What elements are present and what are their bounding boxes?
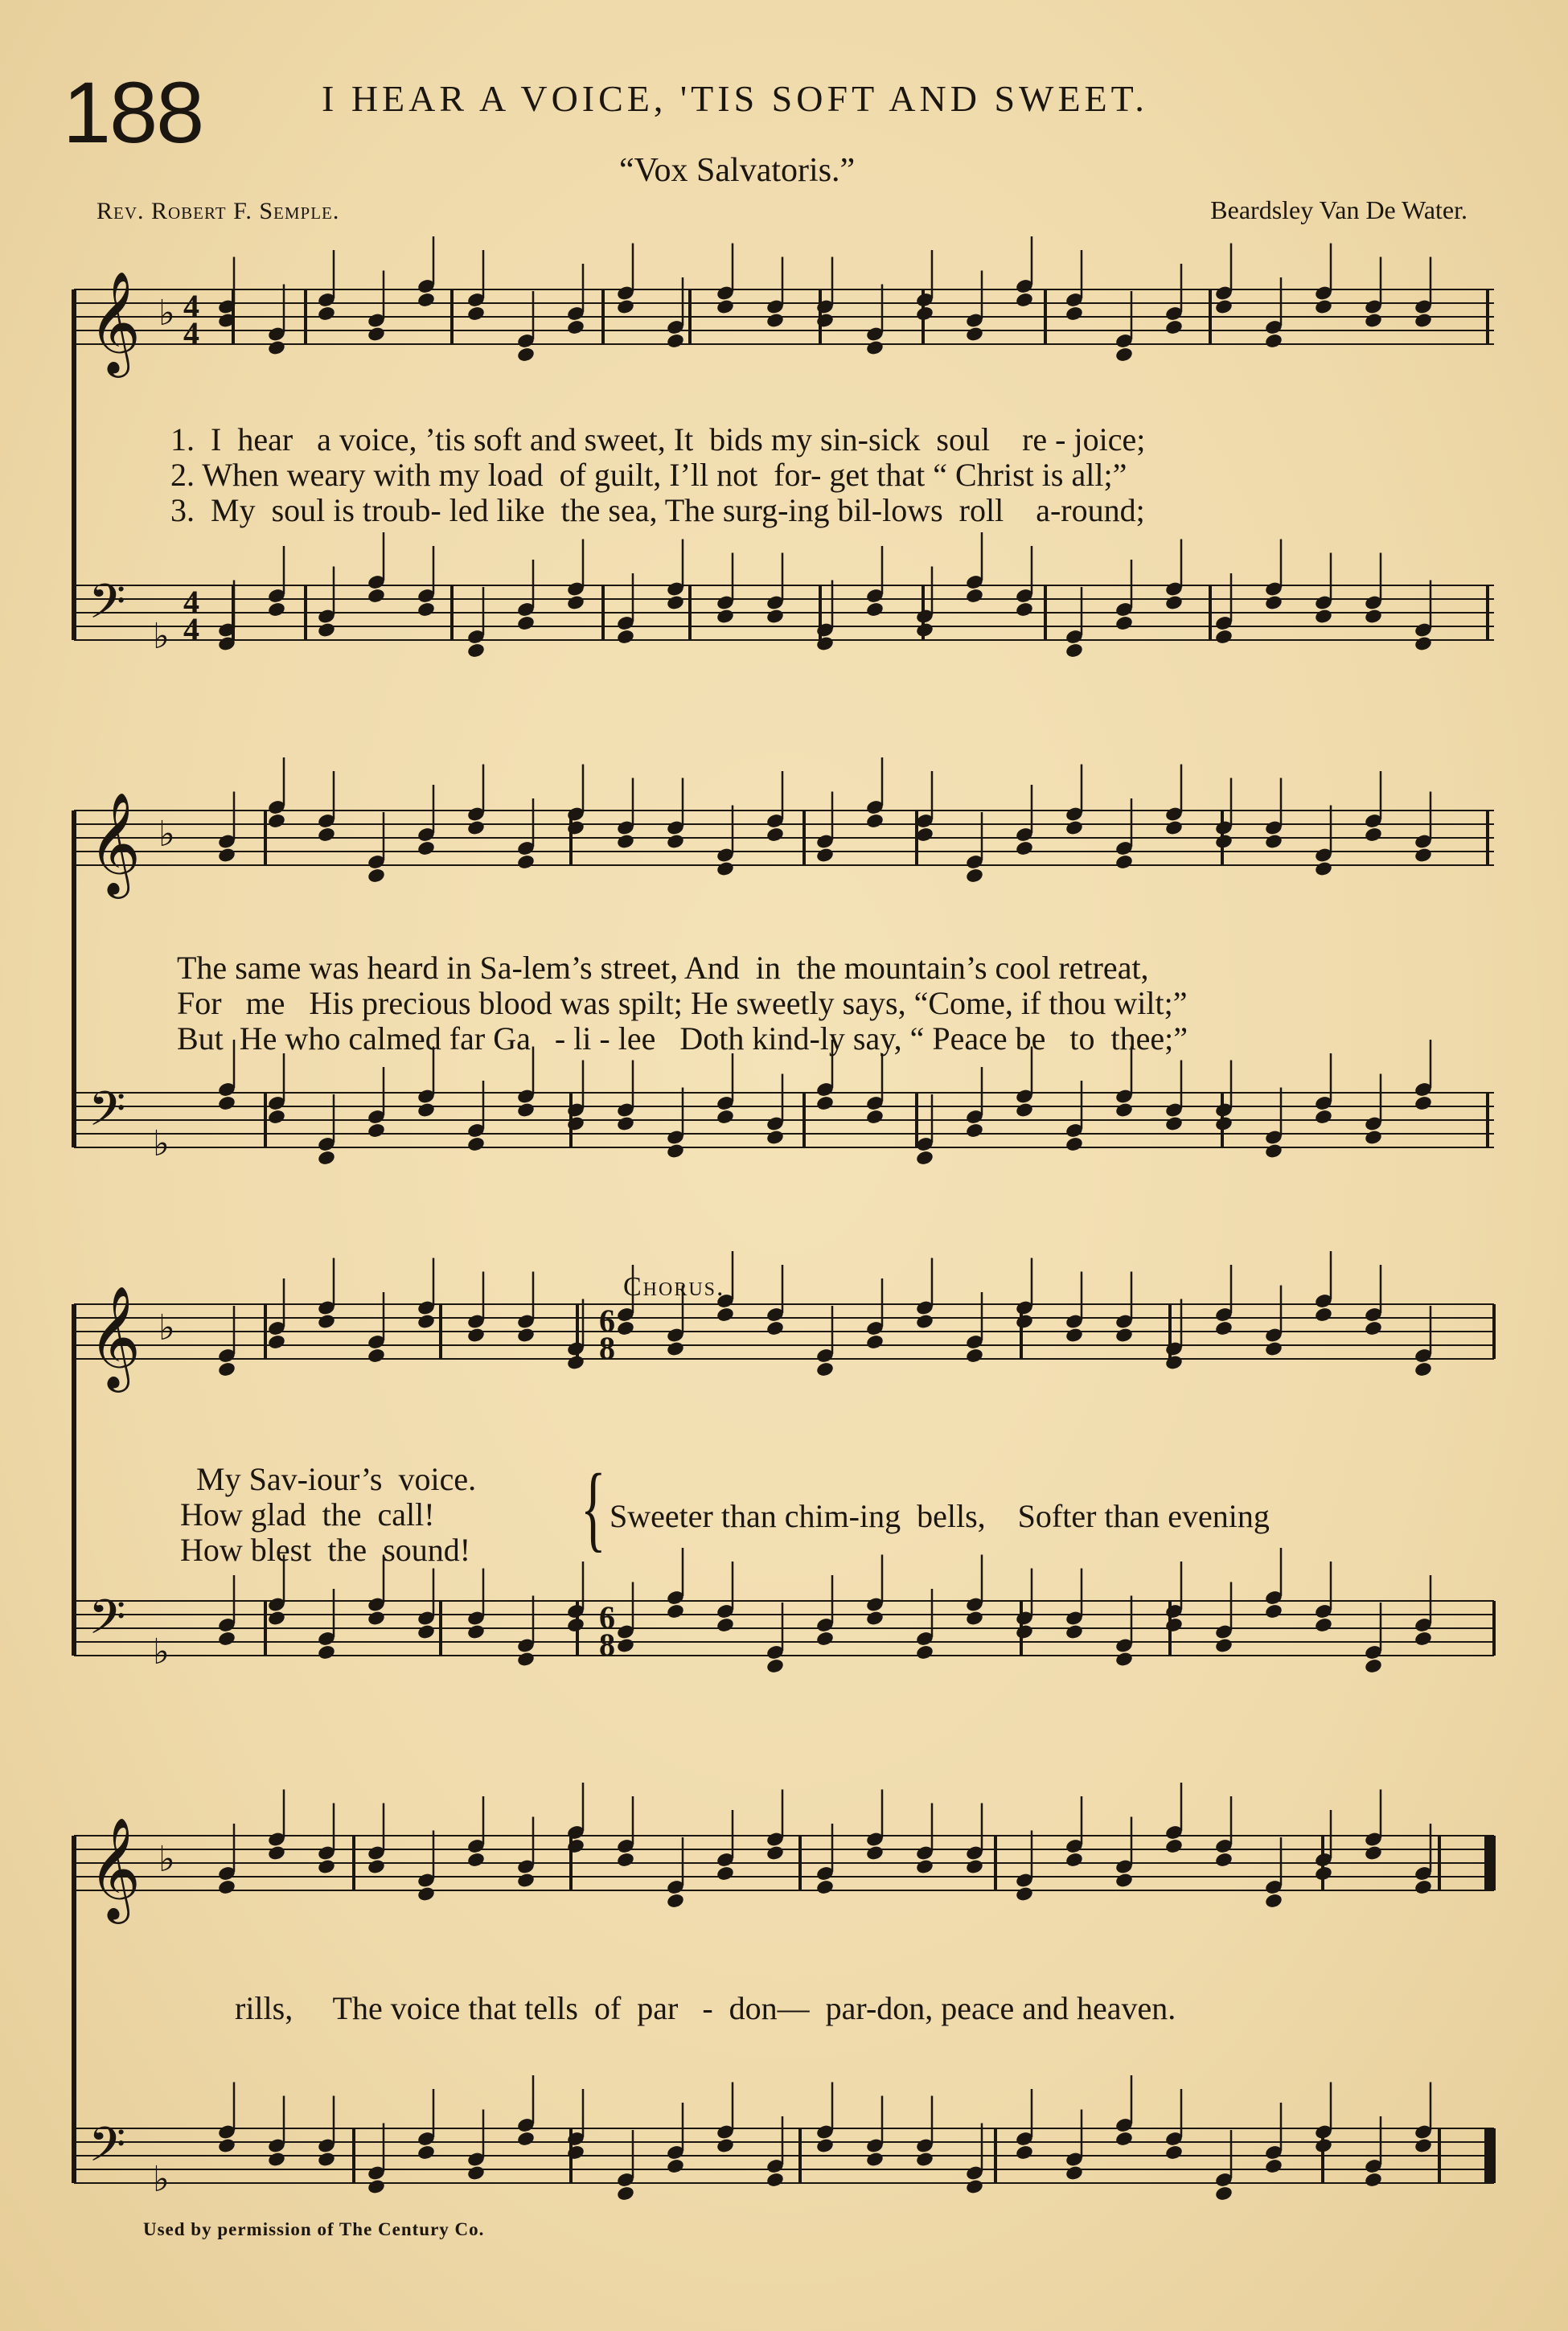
flat-sign: ♭ [158,1839,175,1880]
notehead [1065,1136,1084,1153]
treble-clef: 𝄞 [88,270,142,373]
notehead [616,629,635,646]
notehead [1015,1313,1034,1330]
notehead [915,306,934,322]
notehead [666,594,685,611]
notehead [865,2151,885,2168]
notehead [616,1115,635,1132]
notehead [766,608,785,625]
notehead [1314,298,1333,315]
time-signature-denominator: 4 [183,315,199,351]
notehead [1164,1115,1184,1132]
notehead [566,1115,585,1132]
notehead [965,2178,984,2195]
notehead [1164,2144,1184,2161]
notehead [1214,1637,1233,1654]
notehead [1364,827,1383,843]
notehead [367,868,386,884]
notehead [516,854,536,871]
notehead [466,819,486,836]
notehead [1414,847,1433,864]
notehead [915,1858,934,1875]
notehead [865,339,885,356]
notehead [1314,1109,1333,1126]
notehead [417,1102,436,1118]
notehead [516,1102,536,1118]
flat-sign: ♭ [153,2159,170,2200]
notehead [1364,312,1383,329]
notehead [267,1610,286,1627]
notehead [716,2137,735,2154]
notehead [965,1858,984,1875]
notehead [516,1651,536,1668]
notehead [666,1143,685,1159]
notehead [1164,1617,1184,1634]
notehead [1114,1872,1134,1889]
flat-sign: ♭ [158,293,175,334]
notehead [965,588,984,605]
notehead [1314,1307,1333,1323]
flat-sign: ♭ [153,1123,170,1164]
notehead [1214,629,1233,646]
notehead [267,601,286,618]
notehead [466,306,486,322]
notehead [1264,1893,1283,1910]
notehead [267,1334,286,1351]
notehead [317,1313,336,1330]
notehead [766,312,785,329]
notehead [317,2151,336,2168]
notehead [865,1610,885,1627]
verse-line-6: But He who calmed far Ga - li - lee Doth kind-ly say, “ Peace be to thee;” [177,1020,1188,1057]
notehead [1065,2165,1084,2181]
notehead [1414,2137,1433,2154]
notehead [217,847,236,864]
notehead [1364,1129,1383,1146]
notehead [1164,1354,1184,1371]
notehead [1414,1631,1433,1648]
notehead [217,2137,236,2154]
notehead [1015,292,1034,309]
copyright-notice: Used by permission of The Century Co. [143,2219,485,2239]
notehead [815,1879,835,1896]
notehead [616,1320,635,1337]
hymn-title: I HEAR A VOICE, 'TIS SOFT AND SWEET. [322,78,1148,119]
notehead [1414,1095,1433,1112]
notehead [1114,854,1134,871]
notehead [566,1617,585,1634]
notehead [267,813,286,830]
notehead [815,635,835,652]
notehead [1164,594,1184,611]
notehead [1264,2158,1283,2175]
notehead [1264,594,1283,611]
notehead [616,1852,635,1869]
notehead [466,2165,486,2181]
notehead [965,1348,984,1365]
notehead [716,1865,735,1882]
notehead [367,1348,386,1365]
notehead [716,1109,735,1126]
time-signature-denominator: 4 [183,611,199,647]
notehead [317,622,336,638]
closing-line: rills, The voice that tells of par - don— par-don, peace and heaven. [235,1990,1176,2026]
flat-sign: ♭ [153,616,170,657]
chorus-refrain: Sweeter than chim-ing bells, Softer than evening [610,1498,1270,1534]
notehead [766,1129,785,1146]
notehead [1314,608,1333,625]
notehead [716,1617,735,1634]
notehead [317,1644,336,1661]
notehead [1114,1327,1134,1344]
notehead [317,1150,336,1167]
notehead [317,1858,336,1875]
notehead [516,615,536,632]
hymn-number: 188 [63,64,203,161]
notehead [766,2172,785,2189]
notehead [367,1122,386,1139]
notehead [666,1340,685,1357]
notehead [716,1307,735,1323]
time-signature-denominator: 8 [599,1330,615,1366]
notehead [1015,1102,1034,1118]
notehead [516,1872,536,1889]
notehead [1065,306,1084,322]
notehead [417,292,436,309]
time-signature-denominator: 8 [599,1627,615,1663]
notehead [1314,1617,1333,1634]
treble-clef: 𝄞 [88,1816,142,1919]
notehead [267,1845,286,1861]
notehead [1015,840,1034,857]
notehead [716,608,735,625]
final-bar [1484,2128,1492,2183]
time-signature-numerator: 6 [599,1303,615,1339]
notehead [1164,319,1184,336]
notehead [1364,1320,1383,1337]
notehead [815,1361,835,1378]
notehead [915,1150,934,1167]
notehead [1264,1340,1283,1357]
hymn-subtitle: “Vox Salvatoris.” [619,152,856,189]
notehead [815,1095,835,1112]
notehead [616,298,635,315]
chorus-line-1: My Sav-iour’s voice. [196,1461,477,1497]
notehead [1065,819,1084,836]
notehead [766,1845,785,1861]
notehead [417,2144,436,2161]
notehead [1214,1852,1233,1869]
notehead [1065,1327,1084,1344]
notehead [367,1858,386,1875]
notehead [417,601,436,618]
notehead [616,833,635,850]
notehead [865,601,885,618]
time-signature-numerator: 6 [599,1599,615,1635]
notehead [1264,833,1283,850]
notehead [566,1354,585,1371]
notehead [1065,1852,1084,1869]
notehead [716,298,735,315]
notehead [915,2151,934,2168]
notehead [466,642,486,659]
notehead [417,1313,436,1330]
notehead [217,1095,236,1112]
notehead [965,326,984,343]
bass-clef: 𝄢 [88,1589,126,1656]
notehead [566,1838,585,1855]
notehead [965,1610,984,1627]
treble-clef: 𝄞 [88,791,142,894]
notehead [915,1313,934,1330]
notehead [1264,1603,1283,1620]
notehead [1364,2172,1383,2189]
notehead [616,1637,635,1654]
notehead [317,306,336,322]
notehead [1364,1845,1383,1861]
notehead [1015,2144,1034,2161]
notehead [1364,1658,1383,1675]
notehead [666,1603,685,1620]
notehead [915,622,934,638]
notehead [267,339,286,356]
notehead [815,847,835,864]
verse-line-5: For me His precious blood was spilt; He sweetly says, “Come, if thou wilt;” [177,985,1188,1021]
notehead [367,2178,386,2195]
bass-clef: 𝄢 [88,1081,126,1148]
notehead [1414,635,1433,652]
notehead [217,1361,236,1378]
verse-line-2: 2. When weary with my load of guilt, I’ll not for- get that “ Christ is all;” [170,457,1127,493]
composer-credit: Beardsley Van De Water. [1210,195,1467,224]
notehead [1065,1623,1084,1640]
notehead [1214,833,1233,850]
notehead [865,1334,885,1351]
notehead [217,1879,236,1896]
notehead [1114,1651,1134,1668]
notehead [965,868,984,884]
bass-clef: 𝄢 [88,2116,126,2184]
notehead [666,333,685,350]
notehead [915,1644,934,1661]
notehead [267,2151,286,2168]
verse-line-1: 1. I hear a voice, ’tis soft and sweet, It bids my sin-sick soul re - joice; [170,421,1146,458]
notehead [766,1658,785,1675]
chorus-label: Chorus. [623,1272,725,1302]
notehead [716,860,735,877]
notehead [516,2131,536,2148]
notehead [217,1631,236,1648]
notehead [566,2144,585,2161]
notehead [1364,608,1383,625]
author-credit: Rev. Robert F. Semple. [96,198,340,224]
notehead [466,1327,486,1344]
notehead [766,1320,785,1337]
notehead [666,833,685,850]
notehead [815,2137,835,2154]
notehead [1314,1865,1333,1882]
notehead [367,1610,386,1627]
notehead [815,1631,835,1648]
notehead [1015,1623,1034,1640]
notehead [516,1327,536,1344]
chorus-line-3: How blest the sound! [180,1532,471,1568]
notehead [666,1893,685,1910]
notehead [1214,1320,1233,1337]
notehead [965,1122,984,1139]
notehead [417,1886,436,1902]
verse-line-3: 3. My soul is troub- led like the sea, The surg-ing bil-lows roll a-round; [170,492,1145,528]
treble-clef: 𝄞 [88,1285,142,1388]
notehead [367,326,386,343]
flat-sign: ♭ [158,1307,175,1348]
flat-sign: ♭ [158,814,175,855]
notehead [1214,298,1233,315]
notehead [1164,1838,1184,1855]
notehead [1414,1361,1433,1378]
notehead [1214,2185,1233,2202]
notehead [666,2158,685,2175]
notehead [1114,615,1134,632]
notehead [566,819,585,836]
notehead [566,319,585,336]
notehead [815,312,835,329]
notehead [1015,601,1034,618]
time-signature-numerator: 4 [183,584,199,620]
notehead [417,1623,436,1640]
notehead [1114,1102,1134,1118]
chorus-line-2: How glad the call! [180,1496,435,1533]
notehead [1214,1115,1233,1132]
notehead [417,840,436,857]
notehead [1015,1886,1034,1902]
notehead [367,588,386,605]
notehead [766,827,785,843]
notehead [1264,333,1283,350]
notehead [466,1623,486,1640]
notehead [865,813,885,830]
notehead [466,1136,486,1153]
notehead [1314,860,1333,877]
notehead [1114,347,1134,363]
notehead [616,2185,635,2202]
bass-clef: 𝄢 [88,573,126,641]
notehead [1414,1879,1433,1896]
notehead [1164,819,1184,836]
notehead [516,347,536,363]
notehead [566,594,585,611]
notehead [317,827,336,843]
notehead [1114,2131,1134,2148]
notehead [865,1109,885,1126]
notehead [1065,642,1084,659]
notehead [865,1845,885,1861]
notehead [466,1852,486,1869]
final-bar [1484,1836,1492,1890]
notehead [1264,1143,1283,1159]
time-signature-numerator: 4 [183,288,199,324]
verse-line-4: The same was heard in Sa-lem’s street, And in the mountain’s cool retreat, [177,950,1149,986]
chorus-brace: { [581,1454,606,1561]
notehead [267,1109,286,1126]
flat-sign: ♭ [153,1631,170,1672]
notehead [1314,2137,1333,2154]
notehead [1414,312,1433,329]
